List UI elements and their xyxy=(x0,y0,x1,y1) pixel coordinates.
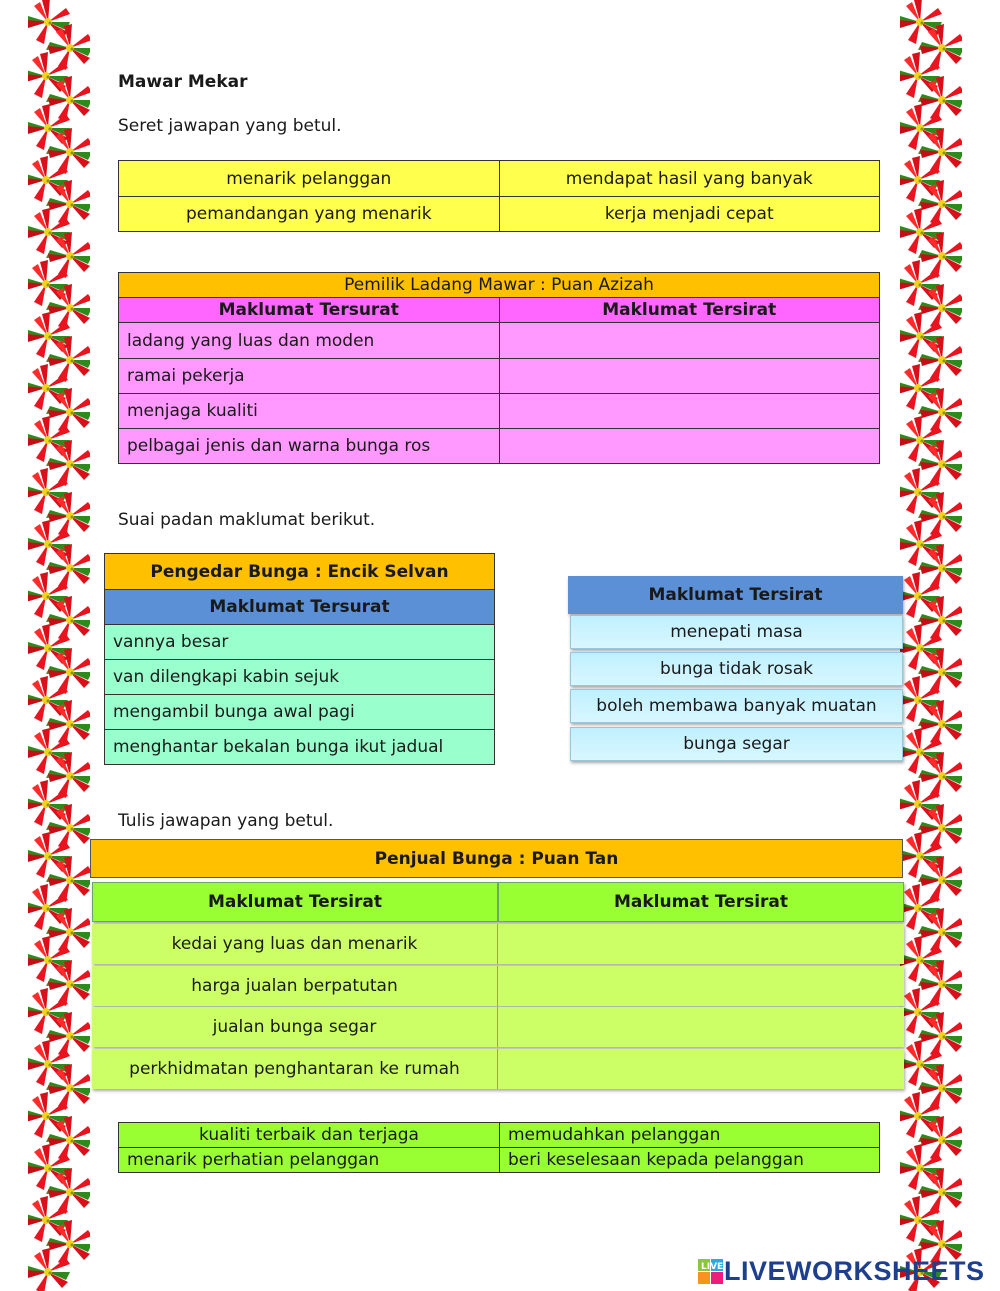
instruction-match: Suai padan maklumat berikut. xyxy=(118,510,376,530)
cube-letter: LIVE xyxy=(701,1261,724,1272)
poinsettia-border-icon xyxy=(28,0,90,1291)
match-item[interactable]: mengambil bunga awal pagi xyxy=(105,695,495,730)
table-cell: jualan bunga segar xyxy=(92,1007,498,1047)
answer-option: beri keselesaan kepada pelanggan xyxy=(500,1148,880,1173)
flower-border-right xyxy=(900,0,962,1291)
drag-option[interactable]: mendapat hasil yang banyak xyxy=(499,161,880,197)
match-item[interactable]: menghantar bekalan bunga ikut jadual xyxy=(105,730,495,765)
match-target[interactable]: boleh membawa banyak muatan xyxy=(570,689,903,723)
table-row xyxy=(92,966,904,1006)
drag-options-table xyxy=(118,160,880,232)
answer-option: menarik perhatian pelanggan xyxy=(119,1148,500,1173)
liveworksheets-logo xyxy=(698,1256,985,1287)
answer-input[interactable] xyxy=(498,1049,904,1089)
poinsettia-border-icon xyxy=(900,0,962,1291)
owner-info-table xyxy=(118,272,880,464)
match-target[interactable]: menepati masa xyxy=(570,615,903,649)
match-target-header: Maklumat Tersirat xyxy=(568,576,903,614)
column-header-tersurat: Maklumat Tersurat xyxy=(119,298,500,323)
drop-zone[interactable] xyxy=(499,323,880,359)
answer-option: memudahkan pelanggan xyxy=(500,1123,880,1148)
drag-option[interactable]: pemandangan yang menarik xyxy=(119,197,500,232)
distributor-table xyxy=(104,553,495,765)
instruction-write: Tulis jawapan yang betul. xyxy=(118,811,334,831)
page-title: Mawar Mekar xyxy=(118,72,248,92)
answer-input[interactable] xyxy=(498,966,904,1006)
column-header-tersirat: Maklumat Tersirat xyxy=(92,882,498,922)
table-cell: ramai pekerja xyxy=(119,359,500,394)
table-header: Pemilik Ladang Mawar : Puan Azizah xyxy=(119,273,880,298)
column-header-tersirat: Maklumat Tersirat xyxy=(499,298,880,323)
drop-zone[interactable] xyxy=(499,394,880,429)
seller-column-headers xyxy=(92,882,904,922)
live-cube-icon xyxy=(698,1259,724,1285)
flower-border-left xyxy=(28,0,90,1291)
brand-name: LIVEWORKSHEETS xyxy=(724,1256,985,1286)
match-target[interactable]: bunga tidak rosak xyxy=(570,652,903,686)
table-cell: ladang yang luas dan moden xyxy=(119,323,500,359)
column-header-tersurat: Maklumat Tersurat xyxy=(105,590,495,625)
instruction-drag: Seret jawapan yang betul. xyxy=(118,116,342,136)
match-target[interactable]: bunga segar xyxy=(570,727,903,761)
match-item[interactable]: vannya besar xyxy=(105,625,495,660)
table-cell: pelbagai jenis dan warna bunga ros xyxy=(119,429,500,464)
drag-option[interactable]: kerja menjadi cepat xyxy=(499,197,880,232)
drag-option[interactable]: menarik pelanggan xyxy=(119,161,500,197)
drop-zone[interactable] xyxy=(499,429,880,464)
answer-input[interactable] xyxy=(498,1007,904,1047)
drop-zone[interactable] xyxy=(499,359,880,394)
table-cell: harga jualan berpatutan xyxy=(92,966,498,1006)
answer-bank-table xyxy=(118,1122,880,1173)
table-cell: kedai yang luas dan menarik xyxy=(92,924,498,964)
table-cell: menjaga kualiti xyxy=(119,394,500,429)
table-row xyxy=(92,924,904,964)
table-header: Pengedar Bunga : Encik Selvan xyxy=(105,554,495,590)
table-header: Penjual Bunga : Puan Tan xyxy=(90,839,903,878)
answer-option: kualiti terbaik dan terjaga xyxy=(119,1123,500,1148)
table-cell: perkhidmatan penghantaran ke rumah xyxy=(92,1049,498,1089)
answer-input[interactable] xyxy=(498,924,904,964)
table-row xyxy=(92,1049,904,1089)
table-row xyxy=(92,1007,904,1047)
match-item[interactable]: van dilengkapi kabin sejuk xyxy=(105,660,495,695)
column-header-tersirat: Maklumat Tersirat xyxy=(498,882,904,922)
